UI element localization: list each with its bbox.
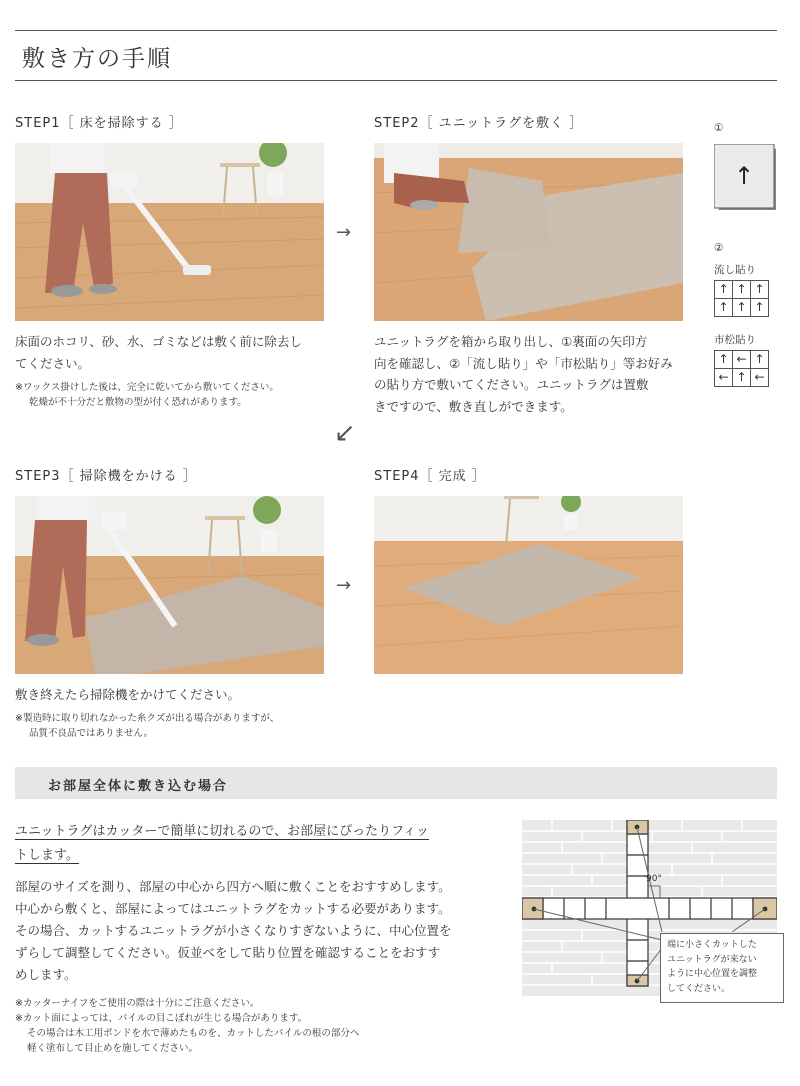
- diagram-callout: [660, 933, 784, 1003]
- section-body-line: ずらして調整してください。仮並べをして貼り位置を確認することをおすす: [15, 945, 441, 960]
- arrow-left-icon: ←: [751, 369, 768, 386]
- step2-photo: [374, 143, 683, 321]
- ichimatsu-label: 市松貼り: [714, 334, 756, 346]
- step1-body-line: 床面のホコリ、砂、水、ゴミなどは敷く前に除去し: [15, 334, 302, 349]
- step1-label: STEP1［ 床を掃除する ］: [15, 116, 183, 131]
- callout-line: ユニットラグが来ない: [667, 954, 757, 965]
- section-notes: [15, 996, 495, 1056]
- step1-body-line: てください。: [15, 355, 91, 371]
- arrow-down-left-icon: ↙: [334, 418, 356, 448]
- arrow-left-icon: ←: [733, 351, 750, 368]
- step2-body: [374, 331, 694, 417]
- arrow-up-icon: ↑: [734, 162, 755, 190]
- section-lead-line: トします。: [15, 848, 79, 863]
- step3-photo: [15, 496, 324, 674]
- step2-label: STEP2［ ユニットラグを敷く ］: [374, 116, 584, 131]
- step1-note-line: ※ワックス掛けした後は、完全に乾いてから敷いてください。: [15, 382, 279, 393]
- callout-line: ように中心位置を調整: [667, 969, 758, 979]
- step3-notes: [15, 711, 345, 741]
- section-note-line: ※カッターナイフをご使用の際は十分にご注意ください。: [15, 998, 260, 1009]
- ichimatsu-pattern-grid: [714, 350, 769, 387]
- step2-body-line: の貼り方で敷いてください。ユニットラグは置敷: [374, 377, 649, 392]
- step1-photo: [15, 143, 324, 321]
- step1-note-line: 乾燥が不十分だと敷物の型が付く恐れがあります。: [29, 397, 247, 408]
- section-heading: お部屋全体に敷き込む場合: [48, 779, 229, 794]
- page-title: 敷き方の手順: [22, 46, 172, 72]
- step1-notes: [15, 380, 335, 410]
- step3-note-line: 品質不良品ではありません。: [29, 728, 154, 739]
- nagashi-label: 流し貼り: [714, 264, 756, 276]
- angle-label: 90°: [646, 874, 662, 884]
- arrow-up-icon: ↑: [733, 299, 750, 316]
- step4-photo: [374, 496, 683, 674]
- step4-label: STEP4［ 完成 ］: [374, 469, 486, 484]
- section-lead: [15, 820, 495, 868]
- step2-body-line: 向を確認し、②「流し貼り」や「市松貼り」等お好み: [374, 355, 673, 371]
- arrow-up-icon: ↑: [715, 299, 732, 316]
- arrow-left-icon: ←: [715, 369, 732, 386]
- section-lead-line: ユニットラグはカッターで簡単に切れるので、お部屋にぴったりフィッ: [15, 824, 430, 839]
- title-rule: [15, 80, 777, 81]
- arrow-up-icon: ↑: [733, 281, 750, 298]
- arrow-up-icon: ↑: [751, 299, 768, 316]
- legend-marker-1: ①: [714, 122, 724, 134]
- arrow-up-icon: ↑: [715, 281, 732, 298]
- section-note-line: 軽く塗布して目止めを施してください。: [27, 1043, 199, 1054]
- step3-body: 敷き終えたら掃除機をかけてください。: [15, 687, 241, 702]
- step2-body-line: きですので、敷き直しができます。: [374, 398, 573, 414]
- step1-body: [15, 331, 335, 374]
- arrow-up-icon: ↑: [733, 369, 750, 386]
- step3-label: STEP3［ 掃除機をかける ］: [15, 469, 197, 484]
- callout-line: 端に小さくカットした: [667, 940, 757, 950]
- arrow-up-icon: ↑: [751, 281, 768, 298]
- section-note-line: その場合は木工用ボンドを水で薄めたものを、カットしたパイルの根の部分へ: [27, 1028, 360, 1039]
- section-note-line: ※カット面によっては、パイルの目こぼれが生じる場合があります。: [15, 1013, 308, 1024]
- tile-back-illustration: [714, 144, 776, 212]
- legend-marker-2: ②: [714, 242, 724, 254]
- step2-body-line: ユニットラグを箱から取り出し、①裏面の矢印方: [374, 334, 648, 349]
- arrow-right-icon: →: [336, 222, 352, 243]
- section-body-line: その場合、カットするユニットラグが小さくなりすぎないように、中心位置を: [15, 923, 452, 938]
- arrow-up-icon: ↑: [751, 351, 768, 368]
- nagashi-pattern-grid: [714, 280, 769, 317]
- section-body-line: めします。: [15, 967, 77, 982]
- section-body-line: 部屋のサイズを測り、部屋の中心から四方へ順に敷くことをおすすめします。: [15, 879, 451, 894]
- arrow-up-icon: ↑: [715, 351, 732, 368]
- step3-note-line: ※製造時に取り切れなかった糸クズが出る場合がありますが、: [15, 713, 280, 724]
- top-rule: [15, 30, 777, 31]
- section-body: [15, 876, 505, 986]
- arrow-right-icon: →: [336, 575, 352, 596]
- callout-line: してください。: [667, 983, 731, 994]
- section-body-line: 中心から敷くと、部屋によってはユニットラグをカットする必要があります。: [15, 901, 451, 916]
